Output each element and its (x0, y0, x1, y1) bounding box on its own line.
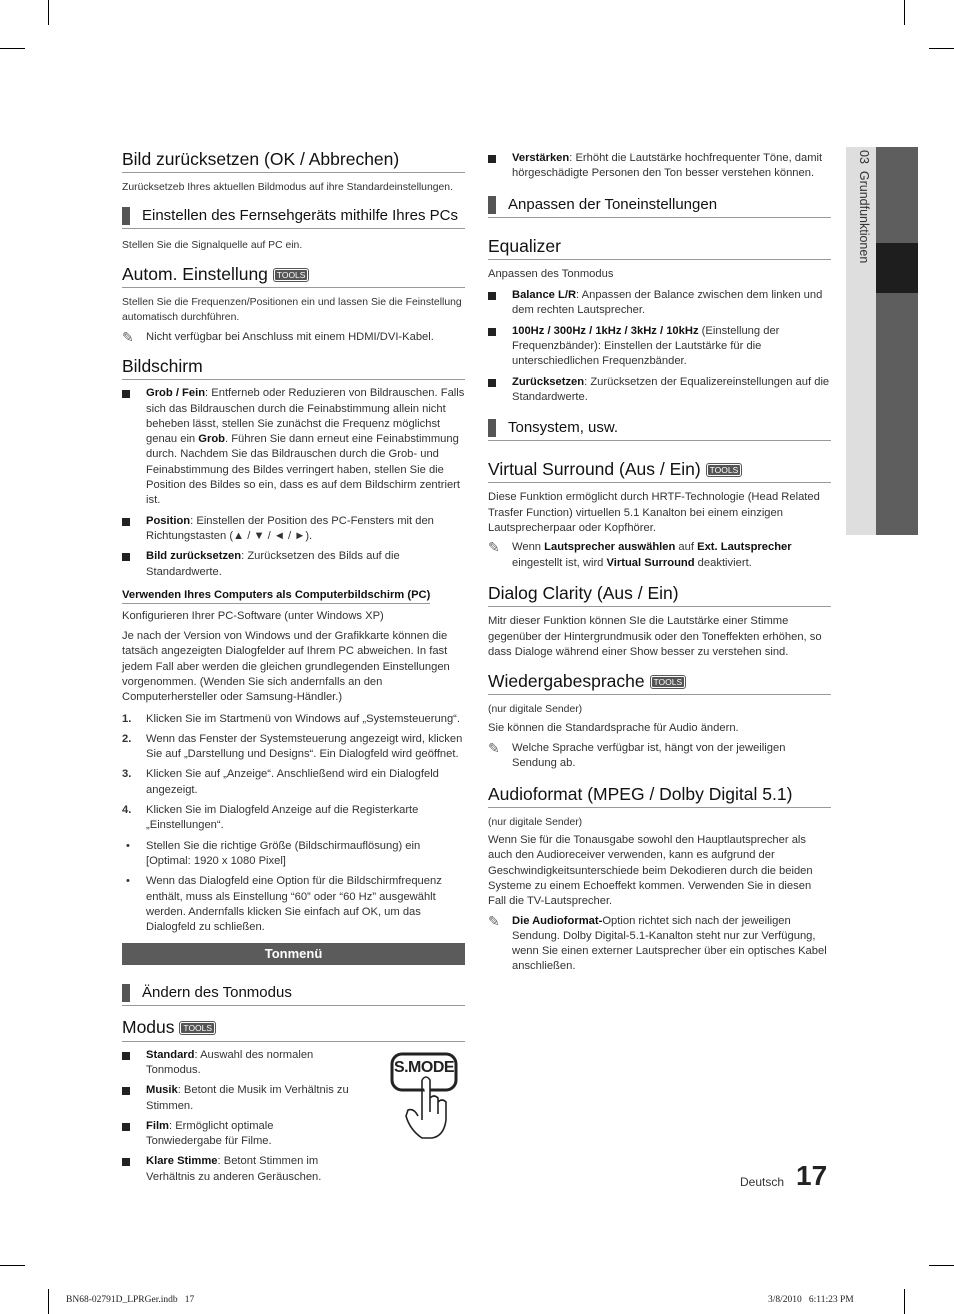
tools-badge: TOOLS (706, 463, 743, 477)
section-title: Audioformat (MPEG / Dolby Digital 5.1) (488, 785, 831, 808)
section-text: Konfigurieren Ihrer PC-Software (unter Windows XP) (122, 609, 384, 622)
crop-mark (0, 48, 25, 49)
tools-badge: TOOLS (179, 1021, 216, 1035)
bullet-list (122, 1048, 352, 1185)
section-text: Sie können die Standardsprache für Audio ändern. (488, 721, 739, 734)
section-text: (nur digitale Sender) (488, 816, 583, 828)
smode-button-illustration (388, 1050, 460, 1140)
subsection-title: Ändern des Tonmodus (122, 984, 465, 1006)
list-item: Musik: Betont die Musik im Verhältnis zu Stimmen. (122, 1083, 352, 1114)
subsection-title: Verwenden Ihres Computers als Computerbildschirm (PC) (122, 589, 430, 604)
numbered-list (122, 712, 465, 834)
list-item: • Stellen Sie die richtige Größe (Bildschirmauflösung) ein [Optimal: 1920 x 1080 Pixel] (122, 839, 465, 870)
left-column (122, 150, 465, 1190)
crop-mark (48, 0, 49, 25)
bullet-list (488, 151, 831, 182)
list-item: Verstärken: Erhöht die Lautstärke hochfrequenter Töne, damit hörgeschädigte Personen den Ton besser verstehen können. (488, 151, 831, 182)
subsection-title: Einstellen des Fernsehgeräts mithilfe Ihres PCs (122, 207, 465, 229)
footer-date: 3/8/2010 6:11:23 PM (768, 1295, 854, 1305)
tools-badge: TOOLS (273, 268, 310, 282)
tools-badge: TOOLS (650, 675, 687, 689)
section-bar: Tonmenü (122, 943, 465, 965)
pencil-icon: ✎ (488, 739, 500, 756)
pencil-icon: ✎ (488, 912, 500, 929)
section-text: Je nach der Version von Windows und der Grafikkarte können die tatsäch angezeigten Dialogfelder auf Ihrem PC abweichen. In fast jedem Fall aber werden die gleichen grundlegenden Einstellungen vorgenommen. (Wenden Sie sich andernfalls an den Computerhersteller oder Samsung-Händler.) (122, 630, 450, 704)
section-title: Virtual Surround (Aus / Ein) TOOLS (488, 460, 831, 483)
section-text: Stellen Sie die Frequenzen/Positionen ein und lassen Sie die Feinstellung automatisch durchführen. (122, 297, 462, 324)
footer-language: Deutsch (740, 1175, 785, 1189)
list-item: Klare Stimme: Betont Stimmen im Verhältnis zu anderen Geräuschen. (122, 1154, 352, 1185)
smode-label: S.MODE (393, 1059, 455, 1076)
list-item: 100Hz / 300Hz / 1kHz / 3kHz / 10kHz (Einstellung der Frequenzbänder): Einstellen der Lautstärke für die unterschiedlichen Frequenzbänder. (488, 324, 831, 370)
side-tab-dark (876, 147, 918, 535)
section-text: Anpassen des Tonmodus (488, 267, 614, 280)
section-text: Mitr dieser Funktion können SIe die Lautstärke einer Stimme gegenüber der Hintergrundmusik oder den Toneffekten erhöhen, so dass Dialoge während einer Show besser zu verstehen sind. (488, 615, 822, 658)
note: ✎ Welche Sprache verfügbar ist, hängt von der jeweiligen Sendung ab. (488, 739, 786, 770)
crop-mark (0, 1265, 25, 1266)
list-item: 3. Klicken Sie auf „Anzeige“. Anschließend wird ein Dialogfeld angezeigt. (122, 768, 439, 796)
list-item: 2. Wenn das Fenster der Systemsteuerung angezeigt wird, klicken Sie auf „Darstellung und Designs“. Ein Dialogfeld wird geöffnet. (122, 732, 463, 761)
list-item: Zurücksetzen: Zurücksetzen der Equalizereinstellungen auf die Standardwerte. (488, 375, 831, 406)
section-title: Equalizer (488, 237, 831, 260)
note: ✎ Wenn Lautsprecher auswählen auf Ext. Lautsprecher eingestellt ist, wird Virtual Surround deaktiviert. (488, 539, 792, 569)
section-text: (nur digitale Sender) (488, 704, 583, 716)
side-tab-marker (876, 243, 918, 293)
subsection-title: Tonsystem, usw. (488, 419, 831, 441)
dot-list (122, 839, 465, 936)
list-item: • Wenn das Dialogfeld eine Option für die Bildschirmfrequenz enthält, muss als Einstellung “60” oder “60 Hz” ausgewählt werden. Andernfalls klicken Sie einfach auf OK, um das Dialogfeld zu schließen. (122, 874, 465, 935)
list-item: Balance L/R: Anpassen der Balance zwischen dem linken und dem rechten Lautsprecher. (488, 288, 831, 319)
section-text: Stellen Sie die Signalquelle auf PC ein. (122, 239, 303, 251)
section-text: Zurücksetzeb Ihres aktuellen Bildmodus auf ihre Standardeinstellungen. (122, 182, 453, 194)
note: ✎ Die Audioformat-Option richtet sich nach der jeweiligen Sendung. Dolby Digital-5.1-Kanalton steht nur zur Verfügung, wenn Sie einen externer Lautsprecher über ein optisches Kabel anschließen. (488, 912, 827, 973)
list-item: Bild zurücksetzen: Zurücksetzen des Bilds auf die Standardwerte. (122, 549, 465, 580)
crop-mark (929, 48, 954, 49)
section-title: Bild zurücksetzen (OK / Abbrechen) (122, 150, 465, 173)
list-item: 4. Klicken Sie im Dialogfeld Anzeige auf die Registerkarte „Einstellungen“. (122, 804, 419, 832)
bullet-list (122, 386, 465, 580)
section-title: Autom. Einstellung TOOLS (122, 265, 465, 288)
list-item: 1. Klicken Sie im Startmenü von Windows auf „Systemsteuerung“. (122, 712, 460, 725)
list-item: Film: Ermöglicht optimale Tonwiedergabe für Filme. (122, 1119, 352, 1150)
page-number: 17 (796, 1160, 828, 1191)
footer-file: BN68-02791D_LPRGer.indb 17 (66, 1295, 195, 1305)
crop-mark (904, 0, 905, 25)
section-title: Modus TOOLS (122, 1018, 465, 1041)
crop-mark (929, 1265, 954, 1266)
right-column (488, 151, 831, 975)
note: ✎ Nicht verfügbar bei Anschluss mit einem HDMI/DVI-Kabel. (122, 328, 434, 345)
side-tab-label: 03 Grundfunktionen (857, 150, 871, 264)
subsection-title: Anpassen der Toneinstellungen (488, 196, 831, 218)
bullet-list (488, 288, 831, 405)
section-title: Bildschirm (122, 357, 465, 380)
pencil-icon: ✎ (122, 328, 134, 345)
list-item: Standard: Auswahl des normalen Tonmodus. (122, 1048, 352, 1079)
section-title: Wiedergabesprache TOOLS (488, 672, 831, 695)
crop-mark (48, 1289, 49, 1314)
section-text: Wenn Sie für die Tonausgabe sowohl den Hauptlautsprecher als auch den Audioreceiver verwenden, kann es aufgrund der Geschwindigkeitsunterschiede beim Dekodieren durch die beiden Systeme zu einem Echoeffekt kommen. Verwenden Sie in diesen Fall die TV-Lautsprecher. (488, 834, 813, 908)
pencil-icon: ✎ (488, 539, 500, 556)
section-text: Diese Funktion ermöglicht durch HRTF-Technologie (Head Related Trasfer Function) virtuellen 5.1 Kanalton bei einem einzigen Lautsprecherpaar oder Kopfhörer. (488, 491, 820, 535)
crop-mark (904, 1289, 905, 1314)
section-title: Dialog Clarity (Aus / Ein) (488, 584, 831, 607)
list-item: Position: Einstellen der Position des PC-Fensters mit den Richtungstasten (▲ / ▼ / ◄ / ►). (122, 514, 465, 545)
list-item: Grob / Fein: Entferneb oder Reduzieren von Bildrauschen. Falls sich das Bildrauschen durch die Feinabstimmung allein nicht beheben lässt, stellen Sie zunächst die Frequenz möglichst genau ein Grob. Führen Sie dann erneut eine Feinabstimmung durch. Nachdem Sie das Bildrauschen durch die Grob- und Feinabstimmung des Bildes verringert haben, stellen Sie die Position des Bildes so ein, dass es auf dem Bildschirm zentriert ist. (122, 386, 465, 508)
